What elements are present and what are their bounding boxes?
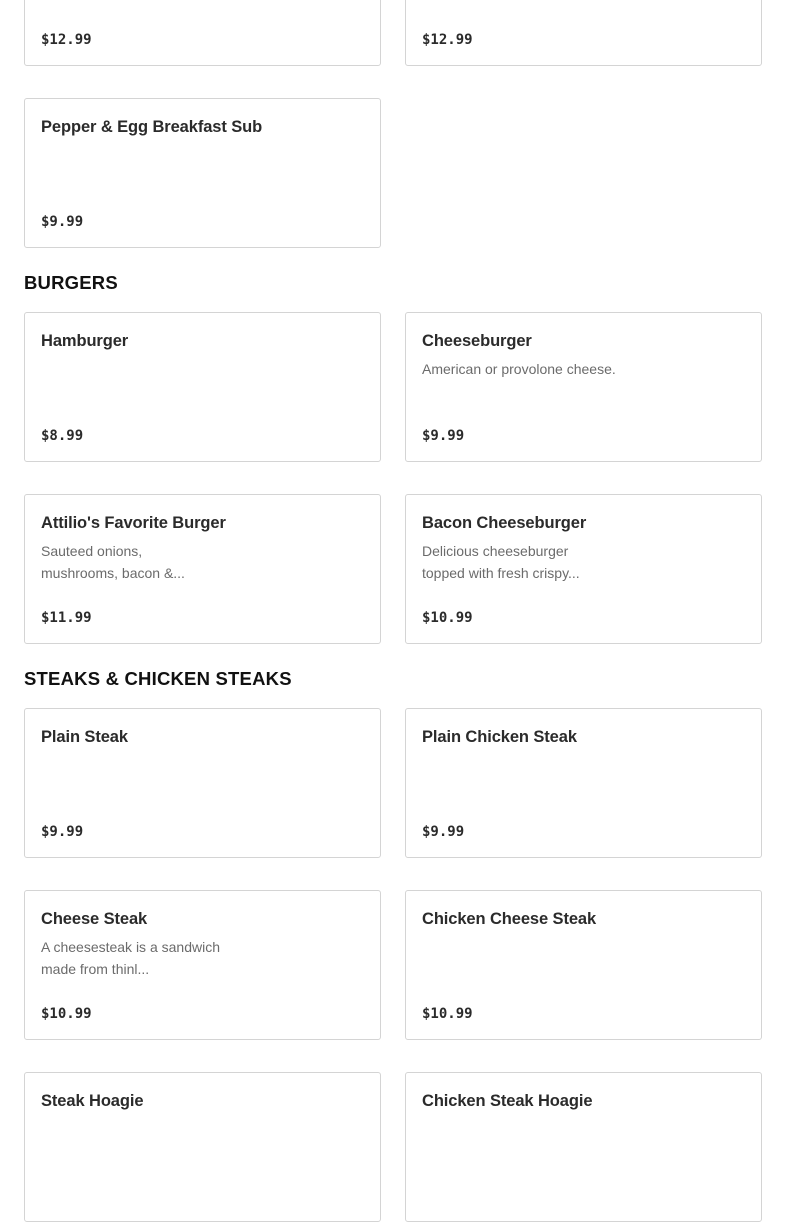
item-price: $9.99	[422, 428, 465, 444]
menu-item-card[interactable]	[405, 494, 762, 644]
item-price: $9.99	[41, 214, 84, 230]
item-name: Attilio's Favorite Burger	[41, 514, 226, 532]
item-name: Steak Hoagie	[41, 1092, 144, 1110]
item-price: $10.99	[41, 1006, 92, 1022]
menu-item-card[interactable]	[24, 98, 381, 248]
menu-item-card[interactable]	[24, 708, 381, 858]
item-price: $12.99	[422, 32, 473, 48]
menu-item-card[interactable]	[24, 494, 381, 644]
item-name: Pepper & Egg Breakfast Sub	[41, 118, 263, 136]
item-name: Plain Steak	[41, 728, 128, 746]
item-description: Sauteed onions, mushrooms, bacon &...	[41, 543, 185, 581]
menu-item-card[interactable]	[405, 708, 762, 858]
section-title-steaks: STEAKS & CHICKEN STEAKS	[24, 668, 292, 689]
item-name: Hamburger	[41, 332, 129, 350]
section-title-burgers: BURGERS	[24, 272, 118, 293]
menu-item-card[interactable]	[24, 312, 381, 462]
item-price: $10.99	[422, 610, 473, 626]
menu-item-card[interactable]	[405, 312, 762, 462]
item-price: $10.99	[422, 1006, 473, 1022]
menu-item-card[interactable]	[24, 0, 381, 66]
item-name: Chicken Steak Hoagie	[422, 1092, 593, 1110]
item-price: $12.99	[41, 32, 92, 48]
item-name: Bacon Cheeseburger	[422, 514, 587, 532]
menu-item-card[interactable]	[24, 890, 381, 1040]
item-name: Chicken Cheese Steak	[422, 910, 597, 928]
menu-item-card[interactable]	[405, 0, 762, 66]
item-name: Plain Chicken Steak	[422, 728, 577, 746]
item-description: Delicious cheeseburger topped with fresh crispy...	[422, 543, 580, 581]
menu-item-card[interactable]	[24, 1072, 381, 1222]
item-name: Cheeseburger	[422, 332, 532, 350]
menu-item-card[interactable]	[405, 1072, 762, 1222]
item-price: $8.99	[41, 428, 84, 444]
item-price: $11.99	[41, 610, 92, 626]
menu-item-card[interactable]	[405, 890, 762, 1040]
item-description: A cheesesteak is a sandwich made from thinl...	[41, 939, 220, 977]
item-price: $9.99	[41, 824, 84, 840]
item-name: Cheese Steak	[41, 910, 148, 928]
item-price: $9.99	[422, 824, 465, 840]
item-description: American or provolone cheese.	[422, 361, 616, 377]
